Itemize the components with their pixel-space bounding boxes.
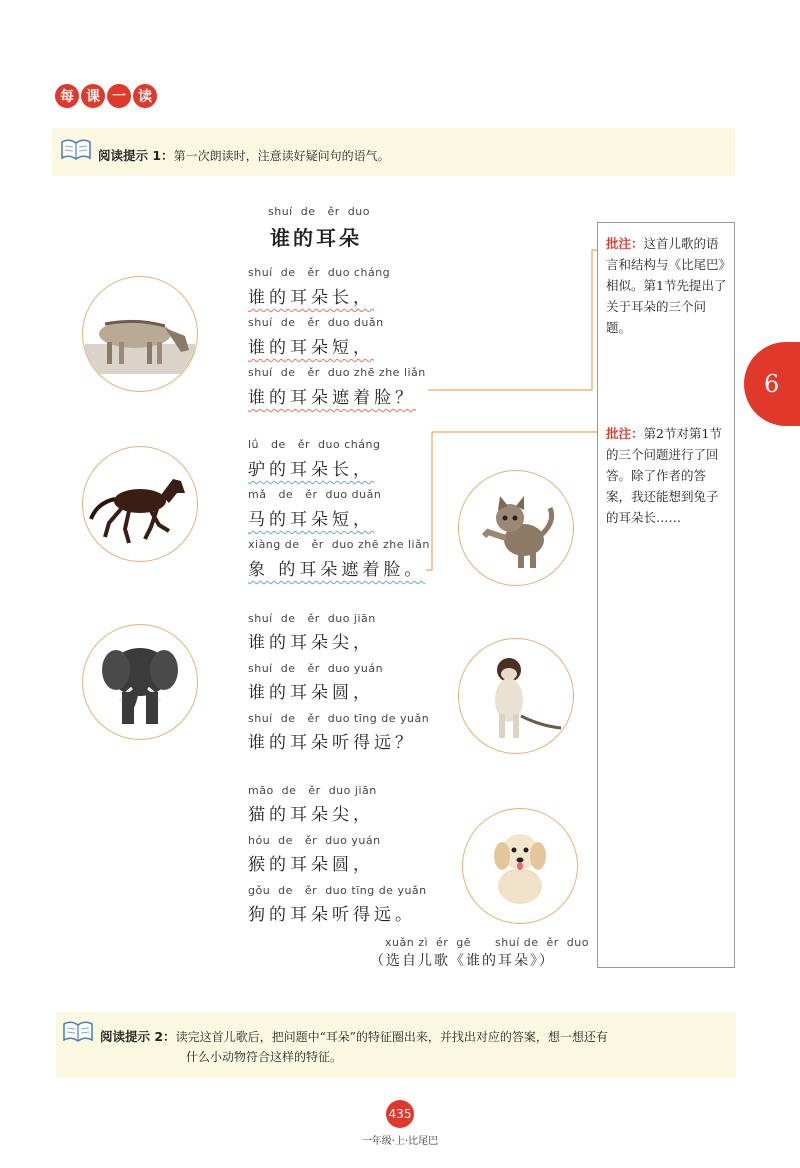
annotation-panel bbox=[597, 222, 735, 968]
poem-line: 谁的耳朵短， bbox=[248, 338, 374, 358]
reading-tip-2 bbox=[56, 1012, 736, 1078]
line-pinyin: shuí de ěr duo yuán bbox=[248, 662, 384, 675]
poem-source: （选自儿歌《谁的耳朵》） bbox=[370, 953, 555, 969]
line-pinyin: shuí de ěr duo jiān bbox=[248, 612, 376, 625]
poem-line: 猫的耳朵尖， bbox=[248, 805, 374, 825]
note-text: 这首儿歌的语言和结构与《比尾巴》相似。第1节先提出了关于耳朵的三个问题。 bbox=[606, 236, 727, 335]
poem-line: 狗的耳朵听得远。 bbox=[248, 905, 416, 925]
poem-line: 谁的耳朵遮着脸？ bbox=[248, 388, 416, 408]
tip-text-line2: 什么小动物符合这样的特征。 bbox=[186, 1050, 343, 1064]
poem-line: 谁的耳朵尖， bbox=[248, 633, 374, 653]
title-pinyin: shuí de ěr duo bbox=[268, 205, 370, 218]
heading-char: 一 bbox=[107, 84, 131, 108]
source-pinyin: xuǎn zì ér gē shuí de ěr duo bbox=[385, 936, 589, 949]
line-pinyin: lǘ de ěr duo cháng bbox=[248, 438, 381, 451]
line-pinyin: shuí de ěr duo cháng bbox=[248, 266, 391, 279]
annotation-note-1 bbox=[606, 233, 730, 338]
poem-line: 猴的耳朵圆， bbox=[248, 855, 374, 875]
tip-label: 阅读提示 2： bbox=[100, 1029, 176, 1044]
annotation-note-2 bbox=[606, 423, 730, 528]
tip-label: 阅读提示 1： bbox=[98, 148, 174, 163]
poem-line: 驴的耳朵长， bbox=[248, 460, 374, 480]
page-number: 435 bbox=[386, 1100, 414, 1128]
note-label: 批注： bbox=[606, 426, 644, 441]
note-label: 批注： bbox=[606, 236, 644, 251]
line-pinyin: xiàng de ěr duo zhē zhe liǎn bbox=[248, 538, 430, 551]
heading-char: 课 bbox=[81, 84, 105, 108]
line-pinyin: māo de ěr duo jiān bbox=[248, 784, 377, 797]
tip-text: 读完这首儿歌后，把问题中“耳朵”的特征圈出来，并找出对应的答案，想一想还有 bbox=[175, 1030, 608, 1044]
line-pinyin: hóu de ěr duo yuán bbox=[248, 834, 381, 847]
note-text: 第2节对第1节的三个问题进行了回答。除了作者的答案，我还能想到兔子的耳朵长…… bbox=[606, 426, 722, 525]
line-pinyin: mǎ de ěr duo duǎn bbox=[248, 488, 382, 501]
chapter-tab: 6 bbox=[744, 342, 800, 426]
poem-title: 谁的耳朵 bbox=[270, 226, 362, 250]
line-pinyin: shuí de ěr duo zhē zhe liǎn bbox=[248, 366, 426, 379]
line-pinyin: shuí de ěr duo tīng de yuǎn bbox=[248, 712, 430, 725]
heading-char: 每 bbox=[55, 84, 79, 108]
heading-char: 读 bbox=[133, 84, 157, 108]
line-pinyin: gǒu de ěr duo tīng de yuǎn bbox=[248, 884, 427, 897]
poem-line: 马的耳朵短， bbox=[248, 510, 374, 530]
poem-line: 象 的耳朵遮着脸。 bbox=[248, 560, 426, 580]
poem-line: 谁的耳朵长， bbox=[248, 288, 374, 308]
line-pinyin: shuí de ěr duo duǎn bbox=[248, 316, 384, 329]
footer-caption: 一年级·上·比尾巴 bbox=[361, 1136, 439, 1147]
poem-line: 谁的耳朵听得远？ bbox=[248, 733, 416, 753]
tip-text: 第一次朗读时，注意读好疑问句的语气。 bbox=[173, 149, 390, 163]
poem-line: 谁的耳朵圆， bbox=[248, 683, 374, 703]
open-book-icon bbox=[62, 1018, 94, 1044]
